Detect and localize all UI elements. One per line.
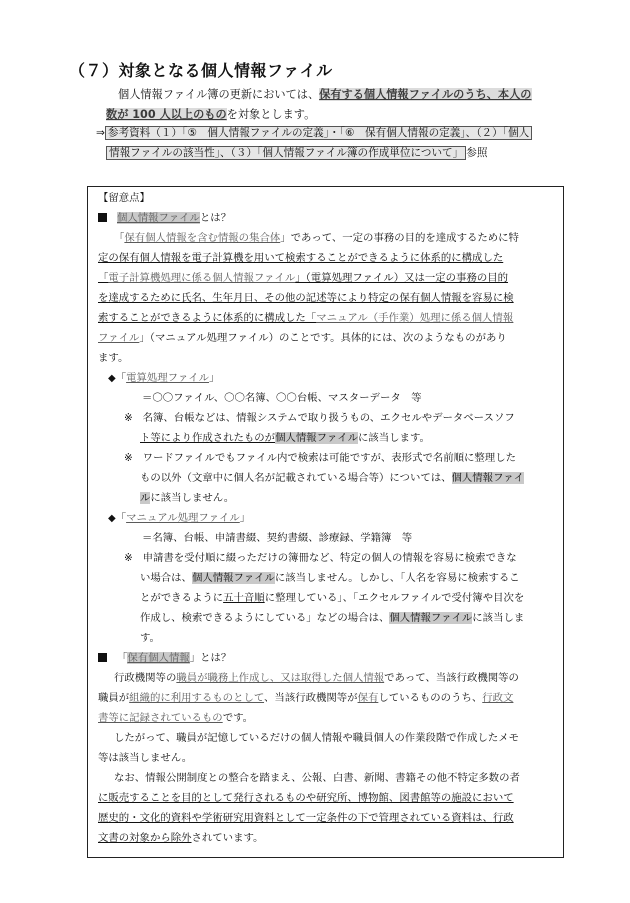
intro-text-end: を対象とします。 [226, 108, 316, 121]
highlighted-term: ル [140, 492, 151, 504]
text: しているもののうち、 [378, 692, 483, 704]
text: です。 [222, 712, 254, 724]
text: に該当しま [472, 612, 525, 624]
p2-line-3 [98, 709, 556, 729]
p2-line-2 [98, 689, 556, 709]
underlined-term: マニュアル（手作業）処理に係る個人情報 [316, 312, 514, 324]
underlined-term: 行政 [492, 812, 514, 824]
text: であって、当該行政機関等の [384, 672, 519, 684]
notes-panel [87, 186, 564, 858]
p1-line-7: ます。 [98, 352, 129, 364]
text: 」（電算処理ファイル）又は一定の事務の目的 [295, 272, 509, 284]
underlined-term: 五十音順 [223, 592, 265, 604]
underlined-text: 歴史的・文化的資料や学術研究用資料として一定条件の下で管理されている資料は、 [98, 812, 493, 824]
intro-paragraph [106, 85, 561, 125]
p3-line-2: 等は該当しません。 [98, 752, 193, 764]
underlined-term: 電子計算機処理に係る個人情報ファイル [108, 272, 296, 284]
p1-line-1 [114, 229, 572, 249]
section-heading: （７）対象となる個人情報ファイル [69, 61, 333, 80]
text: とができるように [140, 592, 224, 604]
p1-line-5 [98, 309, 556, 329]
diamond-bullet-icon: ◆ [108, 513, 116, 524]
p3-line-1: したがって、職員が記憶しているだけの個人情報や職員個人の作業段階で作成したメモ [114, 732, 520, 744]
highlighted-term: 個人情報ファイル [389, 612, 473, 624]
p2-line-1 [114, 669, 572, 689]
text: に該当しません。 [150, 492, 235, 504]
asterisk-mark: ※ [124, 452, 133, 464]
section-personal-info-file [98, 209, 556, 229]
intro-emphasis-2: 数が 100 人以上のもの [106, 108, 227, 121]
underlined-term: 文書の対象から除外 [98, 832, 192, 844]
note-1-line-2 [140, 429, 598, 449]
intro-emphasis-1: 保有する個人情報ファイルのうち、本人の [319, 88, 532, 101]
p1-line-4: を達成するために氏名、生年月日、その他の記述等により特定の保有個人情報を容易に検 [98, 292, 514, 304]
text: 、当該行政機関等が [264, 692, 358, 704]
p4-line-2: に販売することを目的として発行されるものや研究所、博物館、図書館等の施設において [98, 792, 514, 804]
asterisk-mark: ※ [124, 412, 133, 424]
p4-line-4 [98, 829, 556, 849]
text: 」であって、一定の事務の目的を達成するために特 [280, 232, 519, 244]
text: されています。 [191, 832, 264, 844]
note-3-line-4 [140, 609, 598, 629]
reference-tail: 参照 [466, 147, 488, 159]
reference-note [96, 123, 561, 163]
underlined-term: 書等に記録されているもの [98, 712, 223, 724]
p4-line-1: なお、情報公開制度との整合を踏まえ、公報、白書、新聞、書籍その他不特定多数の者 [114, 772, 520, 784]
text: 申請書を受付順に綴っただけの簿冊など、特定の個人の情報を容易に検索できな [142, 552, 517, 564]
note-2-line-3 [140, 489, 598, 509]
note-2-line-2 [140, 469, 598, 489]
text: 職員が [98, 692, 130, 704]
note-2-line-1 [124, 449, 582, 469]
notes-title: 【留意点】 [98, 192, 150, 204]
note-1-line-1 [124, 409, 582, 429]
section-suffix: 」とは？ [189, 652, 232, 664]
text: ワードファイルでもファイル内で検索は可能ですが、表形式で名前順に整理した [142, 452, 516, 464]
asterisk-mark: ※ [124, 552, 133, 564]
text: に該当します。 [358, 432, 430, 444]
underlined-term: 保有 [357, 692, 379, 704]
arrow-icon: ⇒ [96, 127, 105, 139]
category-manual [108, 509, 566, 529]
bracket: 」 [209, 372, 220, 384]
square-bullet-icon [98, 653, 107, 662]
text: 」（マニュアル処理ファイル）のことです。具体的には、次のようなものがあり [139, 332, 507, 344]
intro-text: 個人情報ファイル簿の更新においては、 [118, 88, 320, 101]
bracket: 」 [239, 512, 251, 524]
underlined-term: 保有個人情報を含む情報の集合体 [124, 232, 281, 244]
reference-line-2: 情報ファイルの該当性」、（３）「個人情報ファイル簿の作成単位について」 [106, 146, 466, 160]
term: 保有個人情報 [127, 652, 190, 664]
note-3-line-2 [140, 569, 598, 589]
category-electronic-examples: ＝〇〇ファイル、〇〇名簿、〇〇台帳、マスターデータ 等 [142, 392, 422, 404]
text: い場合は、 [140, 572, 192, 584]
category-manual-examples: ＝名簿、台帳、申請書綴、契約書綴、診療録、学籍簿 等 [142, 532, 413, 544]
p1-line-6 [98, 329, 556, 349]
bracket: 「 [115, 372, 127, 384]
text: 名簿、台帳などは、情報システムで取り扱うもの、エクセルやデータベースソフ [142, 412, 515, 424]
text: に整理している」、「エクセルファイルで受付簿や目次を [264, 592, 525, 604]
text: 「 [114, 232, 125, 244]
text: 行政機関等の [114, 672, 177, 684]
text: 作成し、検索できるようにしている」などの場合は、 [140, 612, 390, 624]
text: 索することができるように体系的に構成した「 [98, 312, 317, 324]
underlined-term: 職員が職務上作成し、又は取得した個人情報 [176, 672, 385, 684]
bracket: 「 [117, 652, 128, 664]
underlined-term: ファイル [98, 332, 140, 344]
note-3-line-5: す。 [140, 632, 160, 644]
underlined-term: 組織的に利用するものとして [129, 692, 265, 704]
p1-line-2: 定の保有個人情報を電子計算機を用いて検索することができるように体系的に構成した [98, 252, 504, 264]
term: マニュアル処理ファイル [126, 512, 240, 524]
text: もの以外（文章中に個人名が記載されている場合等）については、 [140, 472, 452, 484]
bracket: 「 [115, 512, 127, 524]
square-bullet-icon [98, 213, 107, 222]
note-3-line-3 [140, 589, 598, 609]
term: 電算処理ファイル [126, 372, 210, 384]
term: 個人情報ファイル [117, 212, 200, 224]
category-electronic [108, 369, 566, 389]
note-3-line-1 [124, 549, 582, 569]
section-held-personal-info [98, 649, 556, 669]
highlighted-term: 個人情報ファイ [451, 472, 525, 484]
section-suffix: とは？ [199, 212, 232, 224]
text: 「 [98, 272, 109, 284]
p4-line-3 [98, 809, 556, 829]
highlighted-term: 個人情報ファイル [191, 572, 275, 584]
text: に該当しません。しかし、「人名を容易に検索するこ [274, 572, 520, 584]
p1-line-3 [98, 269, 556, 289]
underlined-term: 行政文 [482, 692, 514, 704]
diamond-bullet-icon: ◆ [108, 373, 116, 384]
reference-line-1: 参考資料（１）「⑤ 個人情報ファイルの定義」・「⑥ 保有個人情報の定義」、（２）「個人 [105, 126, 532, 140]
highlighted-term: 個人情報ファイル [275, 432, 358, 444]
text: ト等により作成されたものが [140, 432, 276, 444]
